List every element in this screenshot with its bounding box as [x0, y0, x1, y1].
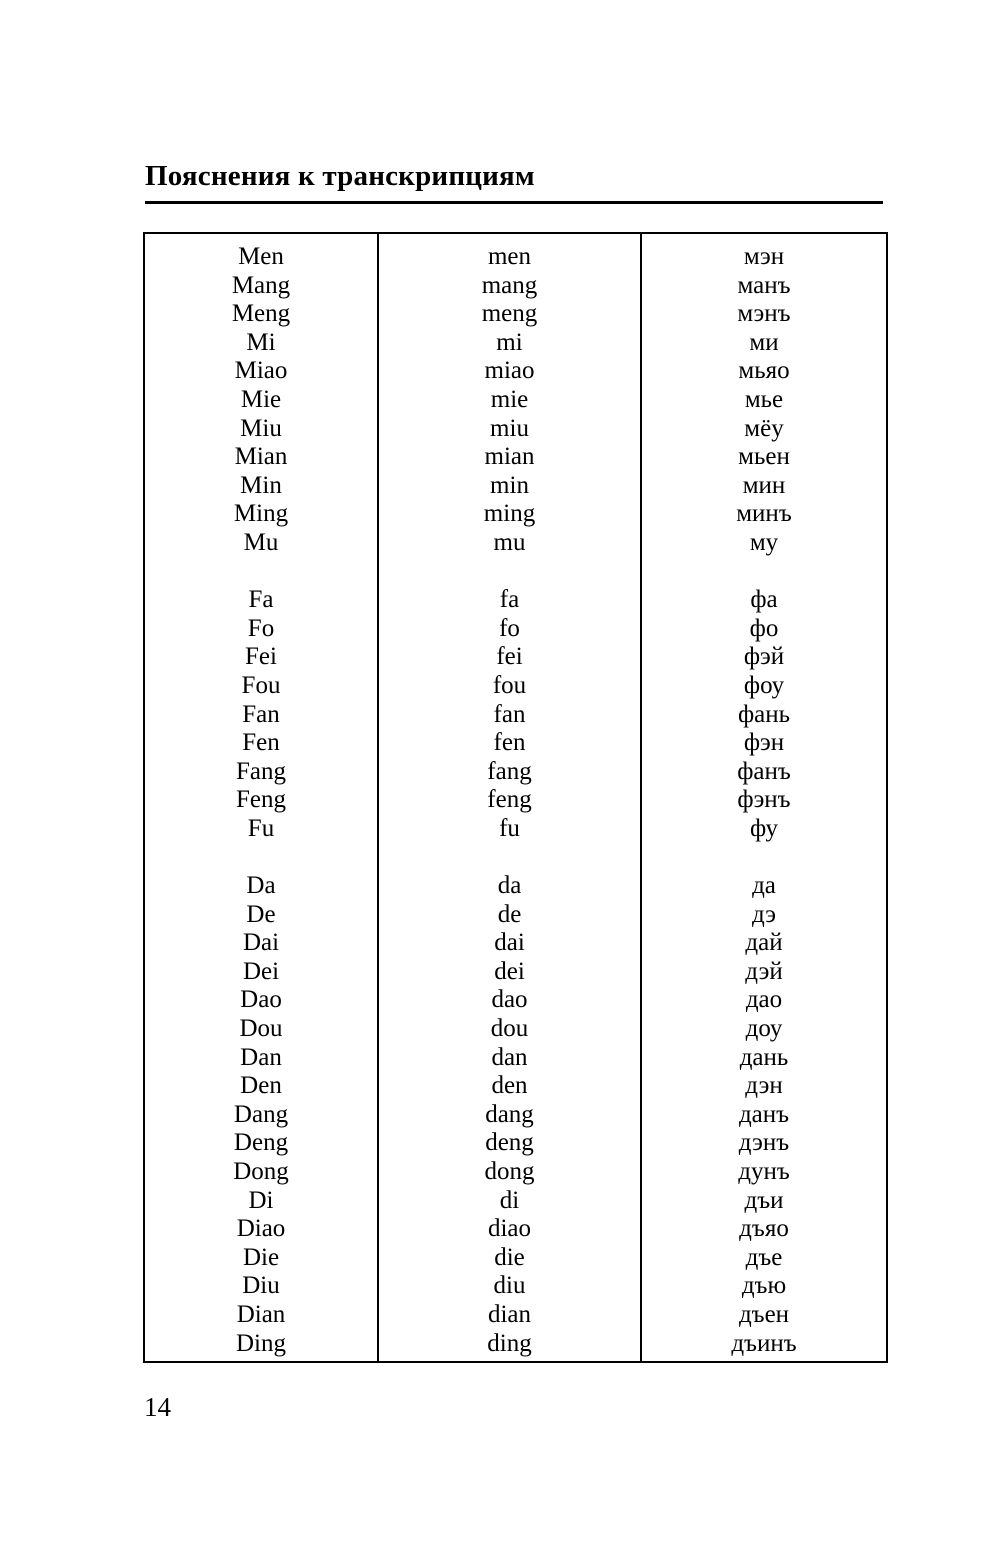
cell-pinyin-capitalized: Men [238, 243, 284, 270]
cell-pinyin-lowercase: diao [487, 1215, 532, 1243]
cell-pinyin-lowercase: fan [493, 700, 526, 728]
cell-cyrillic-transcription: дунъ [738, 1158, 790, 1185]
cell-pinyin-capitalized: Di [248, 1186, 274, 1214]
cell-pinyin-lowercase: mang [481, 271, 538, 299]
cell-pinyin-capitalized: Fen [242, 729, 280, 757]
cell-pinyin-capitalized: Mang [231, 271, 291, 299]
cell-cyrillic-transcription: дъинъ [731, 1329, 797, 1357]
cell-pinyin-lowercase: di [499, 1186, 520, 1214]
cell-pinyin-capitalized: Ming [233, 500, 289, 528]
cell-pinyin-capitalized: Fan [242, 700, 280, 728]
cell-pinyin-lowercase: dan [491, 1043, 528, 1071]
cell-cyrillic-transcription: дэнъ [738, 1129, 790, 1157]
cell-cyrillic-transcription: дэй [745, 957, 783, 985]
cell-pinyin-capitalized: Feng [236, 786, 286, 814]
cell-pinyin-lowercase: fang [487, 757, 532, 785]
cell-pinyin-lowercase: ding [487, 1329, 532, 1357]
cell-cyrillic-transcription: фанъ [737, 757, 791, 785]
cell-pinyin-lowercase: dao [491, 986, 528, 1014]
column-pinyin-lowercase [377, 234, 640, 1361]
cell-pinyin-capitalized: Dai [242, 929, 280, 957]
cell-pinyin-lowercase: da [497, 872, 522, 900]
cell-cyrillic-transcription: мин [742, 471, 786, 499]
column-pinyin-capitalized [145, 234, 377, 1361]
cell-cyrillic-transcription: дъи [744, 1186, 784, 1214]
cell-cyrillic-transcription: минъ [736, 500, 792, 528]
cell-cyrillic-transcription: дань [739, 1043, 789, 1071]
cell-cyrillic-transcription: фань [737, 700, 791, 728]
cell-pinyin-capitalized: Dao [240, 986, 282, 1014]
cell-pinyin-lowercase: dai [494, 929, 525, 957]
cell-pinyin-capitalized: Die [242, 1243, 280, 1271]
cell-pinyin-capitalized: Den [240, 1072, 282, 1100]
cell-pinyin-capitalized: Dong [233, 1158, 289, 1185]
cell-cyrillic-transcription: дъяо [739, 1215, 789, 1243]
cell-cyrillic-transcription: фу [749, 814, 779, 842]
cell-pinyin-lowercase: min [490, 471, 529, 499]
cell-pinyin-lowercase: mu [493, 528, 526, 556]
cell-pinyin-lowercase: men [487, 243, 532, 270]
cell-pinyin-capitalized: Dou [239, 1015, 283, 1043]
blank-spacer-row [145, 843, 377, 872]
cell-cyrillic-transcription: фэн [743, 729, 785, 757]
cell-pinyin-capitalized: Fou [241, 671, 281, 699]
page-number: 14 [144, 1392, 171, 1422]
cell-cyrillic-transcription: данъ [738, 1100, 790, 1128]
cell-pinyin-capitalized: Mu [243, 528, 279, 556]
cell-pinyin-capitalized: Mi [246, 328, 276, 356]
cell-pinyin-capitalized: Deng [233, 1129, 289, 1157]
cell-pinyin-lowercase: mie [490, 385, 529, 413]
blank-spacer-row [379, 843, 640, 872]
blank-spacer-row [642, 558, 886, 587]
cell-pinyin-lowercase: mian [484, 443, 535, 471]
cell-cyrillic-transcription: фо [749, 614, 779, 642]
cell-cyrillic-transcription: мьен [738, 443, 790, 471]
cell-cyrillic-transcription: му [749, 528, 779, 556]
blank-spacer-row [642, 843, 886, 872]
cell-pinyin-lowercase: meng [481, 300, 538, 328]
cell-cyrillic-transcription: дао [745, 986, 783, 1014]
blank-spacer-row [145, 558, 377, 587]
cell-pinyin-capitalized: Fu [247, 814, 275, 842]
cell-cyrillic-transcription: дэн [745, 1072, 783, 1100]
cell-pinyin-capitalized: Ding [236, 1329, 286, 1357]
cell-pinyin-capitalized: Diao [236, 1215, 286, 1243]
cell-pinyin-capitalized: Fa [248, 586, 274, 614]
cell-cyrillic-transcription: фэй [743, 643, 785, 671]
blank-spacer-row [379, 558, 640, 587]
cell-cyrillic-transcription: мэн [743, 243, 785, 270]
cell-pinyin-lowercase: dou [490, 1015, 529, 1043]
cell-pinyin-lowercase: fo [499, 614, 520, 642]
cell-pinyin-capitalized: Fo [247, 614, 275, 642]
cell-pinyin-lowercase: dong [484, 1158, 535, 1185]
cell-pinyin-lowercase: de [497, 900, 522, 928]
cell-pinyin-lowercase: dei [494, 957, 525, 985]
cell-pinyin-lowercase: miu [490, 414, 529, 442]
cell-pinyin-capitalized: De [246, 900, 276, 928]
cell-pinyin-lowercase: mi [496, 328, 523, 356]
cell-cyrillic-transcription: мье [744, 385, 784, 413]
cell-pinyin-capitalized: Miao [234, 357, 288, 385]
cell-pinyin-lowercase: dang [485, 1100, 534, 1128]
cell-pinyin-capitalized: Miu [240, 414, 282, 442]
cell-pinyin-capitalized: Dang [233, 1100, 289, 1128]
cell-pinyin-lowercase: feng [487, 786, 532, 814]
cell-pinyin-capitalized: Fei [245, 643, 277, 671]
cell-cyrillic-transcription: дъе [745, 1243, 783, 1271]
cell-pinyin-lowercase: fei [496, 643, 523, 671]
cell-pinyin-capitalized: Dan [240, 1043, 282, 1071]
cell-cyrillic-transcription: да [752, 872, 776, 900]
cell-pinyin-lowercase: fa [499, 586, 520, 614]
cell-cyrillic-transcription: мэнъ [737, 300, 791, 328]
cell-cyrillic-transcription: фа [750, 586, 778, 614]
cell-pinyin-capitalized: Min [240, 471, 282, 499]
cell-pinyin-lowercase: fou [492, 671, 527, 699]
cell-pinyin-lowercase: miao [484, 357, 535, 385]
cell-pinyin-capitalized: Dei [242, 957, 280, 985]
cell-pinyin-lowercase: ming [483, 500, 536, 528]
cell-cyrillic-transcription: фэнъ [737, 786, 791, 814]
cell-pinyin-capitalized: Diu [242, 1272, 280, 1300]
cell-cyrillic-transcription: фоу [743, 671, 785, 699]
cell-pinyin-lowercase: fu [499, 814, 520, 842]
transcription-table [143, 232, 888, 1363]
cell-pinyin-capitalized: Da [246, 872, 276, 900]
cell-pinyin-lowercase: die [494, 1243, 525, 1271]
cell-cyrillic-transcription: дъен [738, 1300, 790, 1328]
page-title: Пояснения к транскрипциям [145, 160, 535, 192]
cell-pinyin-lowercase: deng [485, 1129, 534, 1157]
cell-cyrillic-transcription: ми [749, 328, 779, 356]
cell-cyrillic-transcription: дай [745, 929, 783, 957]
cell-cyrillic-transcription: мёу [744, 414, 784, 442]
title-underline-rule [145, 201, 883, 204]
cell-pinyin-capitalized: Mian [234, 443, 288, 471]
cell-pinyin-capitalized: Dian [236, 1300, 286, 1328]
cell-pinyin-capitalized: Meng [231, 300, 291, 328]
cell-cyrillic-transcription: дэ [751, 900, 777, 928]
cell-cyrillic-transcription: мьяо [738, 357, 790, 385]
column-cyrillic-transcription [640, 234, 886, 1361]
cell-pinyin-lowercase: fen [493, 729, 526, 757]
cell-pinyin-capitalized: Fang [236, 757, 286, 785]
cell-cyrillic-transcription: доу [745, 1015, 783, 1043]
cell-pinyin-lowercase: diu [493, 1272, 526, 1300]
cell-pinyin-lowercase: den [491, 1072, 528, 1100]
cell-cyrillic-transcription: дъю [741, 1272, 787, 1300]
cell-pinyin-capitalized: Mie [240, 385, 282, 413]
cell-cyrillic-transcription: манъ [737, 271, 791, 299]
cell-pinyin-lowercase: dian [487, 1300, 532, 1328]
